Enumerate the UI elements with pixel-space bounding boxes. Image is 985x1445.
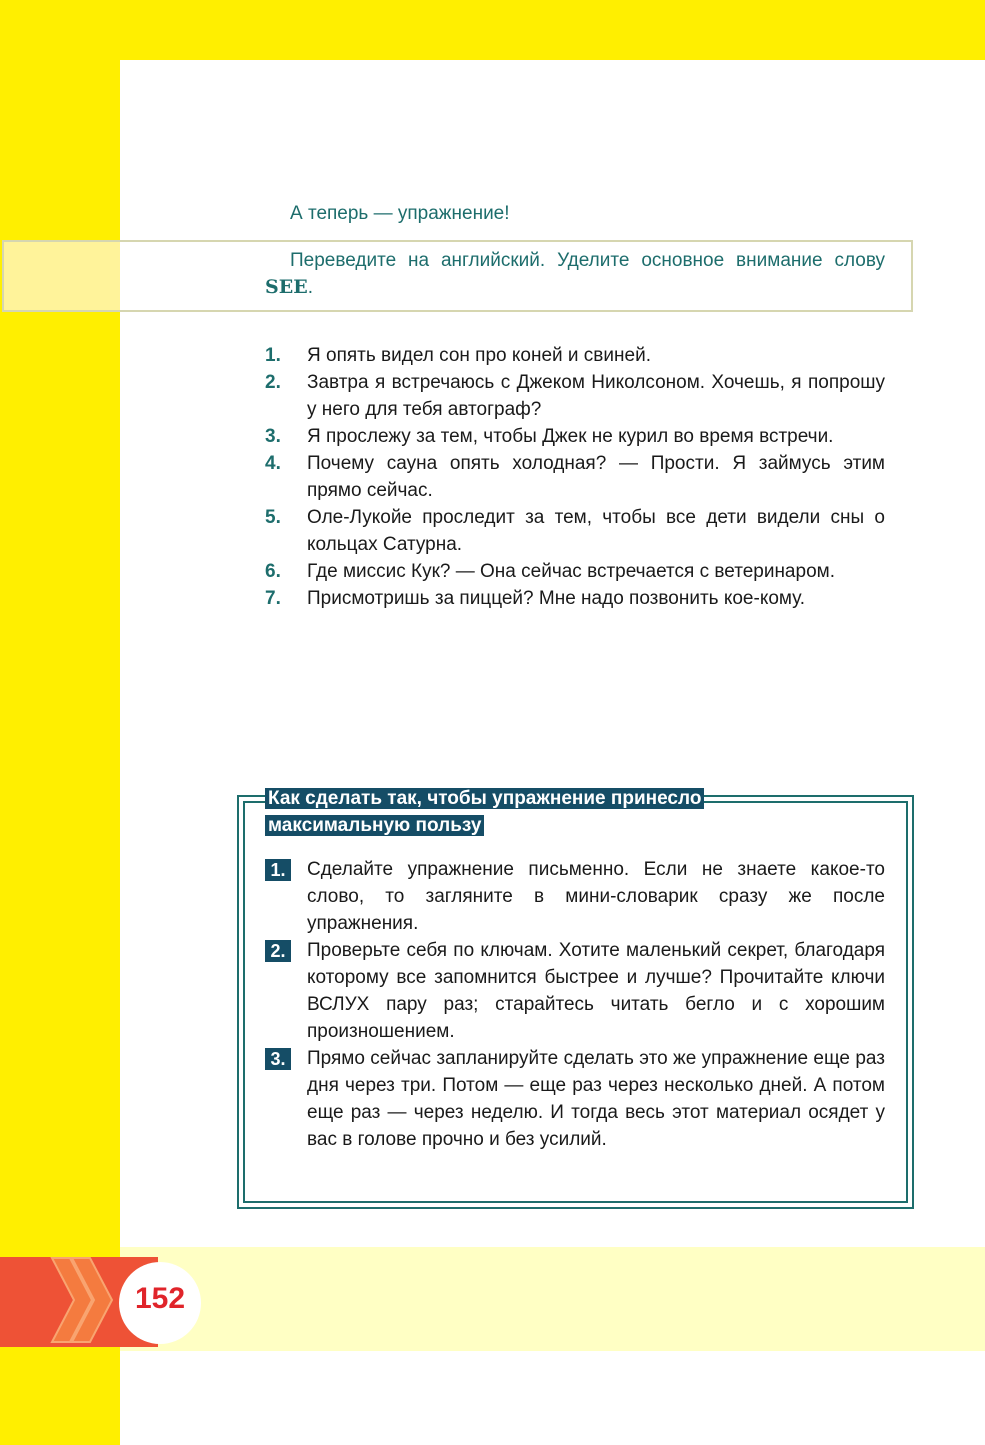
tip-text: Сделайте упражнение письменно. Если не знаете какое-то слово, то загляните в мини-словарик сразу же после упражнения. [307, 859, 885, 934]
task-keyword: SEE [265, 276, 308, 298]
intro-text: А теперь — упражнение! [290, 203, 510, 224]
exercise-number: 1. [265, 345, 281, 366]
exercise-list [265, 342, 885, 612]
tip-text: Проверьте себя по ключам. Хотите маленький секрет, благодаря которому все запомнится быстрее и лучше? Прочитайте ключи ВСЛУХ пару раз; старайтесь читать бегло и с хорошим произношением. [307, 940, 885, 1042]
exercise-item [265, 558, 885, 585]
exercise-number: 2. [265, 372, 281, 393]
exercise-number: 6. [265, 561, 281, 582]
exercise-number: 4. [265, 453, 281, 474]
exercise-item [265, 369, 885, 423]
exercise-number: 5. [265, 507, 281, 528]
exercise-text: Присмотришь за пиццей? Мне надо позвонить кое-кому. [307, 588, 806, 609]
exercise-text: Завтра я встречаюсь с Джеком Николсоном. Хочешь, я попрошу у него для тебя автограф? [307, 372, 885, 420]
exercise-text: Почему сауна опять холодная? — Прости. Я займусь этим прямо сейчас. [307, 453, 885, 501]
exercise-item [265, 342, 885, 369]
exercise-text: Я опять видел сон про коней и свиней. [307, 345, 651, 366]
exercise-text: Где миссис Кук? — Она сейчас встречается с ветеринаром. [307, 561, 835, 582]
task-instruction [265, 247, 885, 301]
exercise-text: Оле-Лукойе проследит за тем, чтобы все дети видели сны о кольцах Сатурна. [307, 507, 885, 555]
footer-band [120, 1247, 985, 1351]
double-chevron-icon [48, 1250, 118, 1350]
tips-title [265, 785, 795, 839]
exercise-number: 7. [265, 588, 281, 609]
exercise-item [265, 585, 885, 612]
exercise-text: Я прослежу за тем, чтобы Джек не курил во время встречи. [307, 426, 834, 447]
tip-item [265, 937, 885, 1045]
tip-text: Прямо сейчас запланируйте сделать это же упражнение еще раз дня через три. Потом — еще раз через несколько дней. А потом еще раз — через неделю. И тогда весь этот материал осядет у вас в голове прочно и без усилий. [307, 1048, 885, 1150]
yellow-top-band [0, 0, 985, 60]
tip-number-badge: 3. [265, 1048, 291, 1070]
yellow-left-band [0, 0, 120, 1445]
tips-list [265, 856, 885, 1153]
exercise-item [265, 450, 885, 504]
exercise-item [265, 504, 885, 558]
page-number: 152 [134, 1282, 186, 1315]
tip-number-badge: 2. [265, 940, 291, 962]
tip-item [265, 1045, 885, 1153]
task-text-after: . [307, 277, 313, 298]
tip-item [265, 856, 885, 937]
tip-number-badge: 1. [265, 859, 291, 881]
exercise-number: 3. [265, 426, 281, 447]
exercise-item [265, 423, 885, 450]
tips-title-text: Как сделать так, чтобы упражнение принесло максимальную пользу [265, 788, 704, 836]
task-text-before: Переведите на английский. Уделите основное внимание слову [290, 250, 885, 271]
